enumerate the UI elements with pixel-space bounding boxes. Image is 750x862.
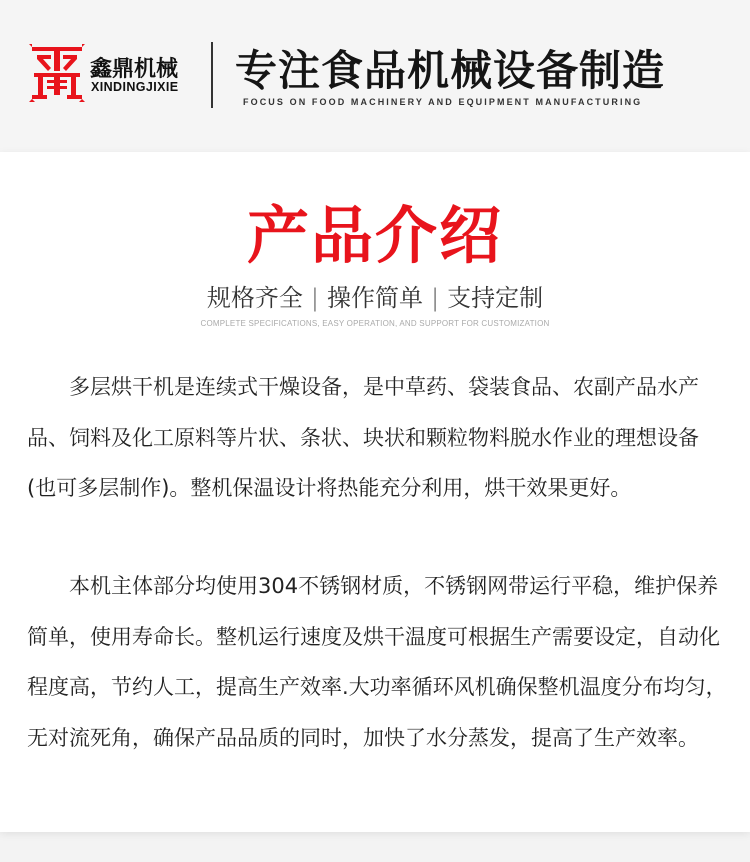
- slogan-en: FOCUS ON FOOD MACHINERY AND EQUIPMENT MANUFACTURING: [243, 97, 643, 107]
- section-title: 产品介绍: [246, 199, 503, 272]
- slogan-cn: 专注食品机械设备制造: [235, 46, 666, 95]
- intro-paragraph-2: 本机主体部分均使用304不锈钢材质，不锈钢网带运行平稳，维护保养简单，使用寿命长。整机运行速度及烘干温度可根据生产需要设定，自动化程度高，节约人工，提高生产效率.大功率循环风机确保整机温度分布均匀，无对流死角，确保产品品质的同时，加快了水分蒸发，提高了生产效率。: [27, 574, 727, 750]
- feature-item-operation: 操作简单: [327, 284, 423, 312]
- brand-name-cn: 鑫鼎机械: [90, 57, 179, 82]
- tagline-separator: |: [431, 284, 440, 312]
- feature-tagline: [0, 278, 750, 313]
- header-divider: [211, 42, 213, 108]
- feature-item-custom: 支持定制: [447, 284, 544, 312]
- tagline-separator: |: [310, 284, 319, 312]
- brand-name-en: XINDINGJIXIE: [91, 80, 179, 94]
- xinding-logo-icon: [29, 44, 85, 102]
- page-header: [0, 0, 750, 152]
- feature-item-specs: 规格齐全: [206, 284, 303, 312]
- intro-paragraph-1: 多层烘干机是连续式干燥设备，是中草药、袋装食品、农副产品水产品、饲料及化工原料等片状、条状、块状和颗粒物料脱水作业的理想设备(也可多层制作)。整机保温设计将热能充分利用，烘干效果更好。: [27, 375, 699, 500]
- feature-tagline-en: COMPLETE SPECIFICATIONS, EASY OPERATION, AND SUPPORT FOR CUSTOMIZATION: [200, 319, 550, 328]
